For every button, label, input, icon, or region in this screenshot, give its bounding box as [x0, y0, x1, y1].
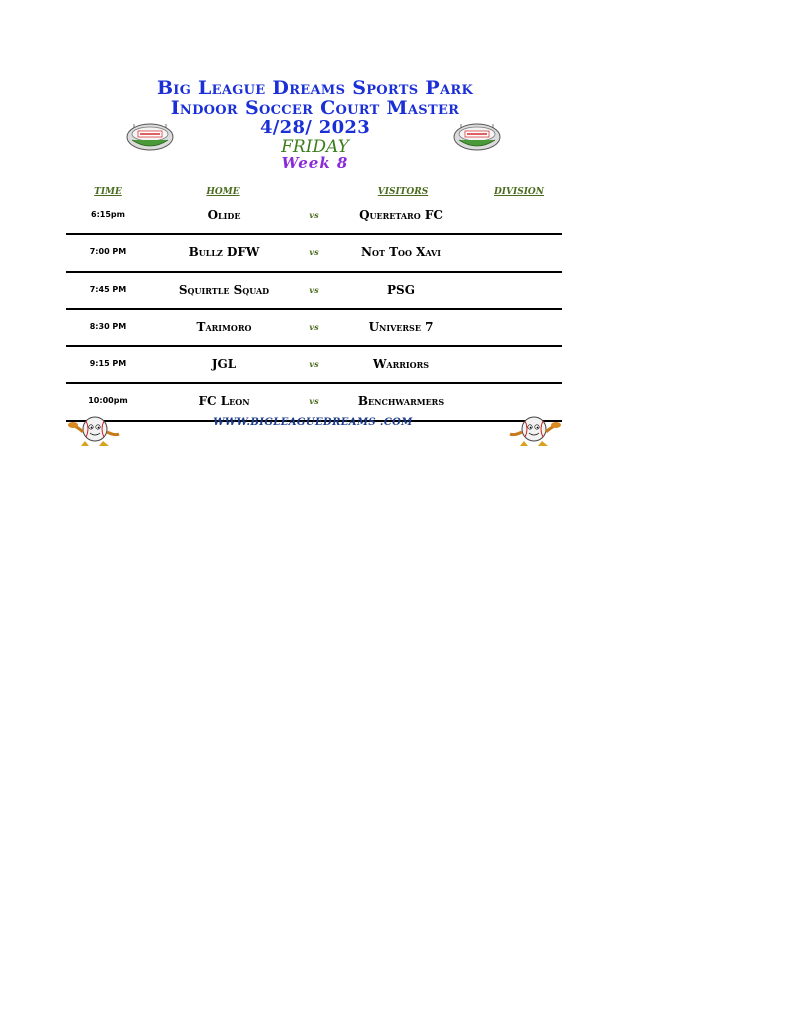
home-team: Tarimoro [196, 319, 252, 334]
game-row [66, 235, 562, 272]
schedule-day: FRIDAY [281, 137, 349, 157]
game-time: 10:00pm [88, 396, 128, 406]
versus-label: vs [309, 247, 319, 258]
home-team: FC Leon [198, 394, 250, 409]
versus-label: vs [309, 210, 319, 220]
versus-label: vs [309, 359, 319, 370]
visiting-team: PSG [387, 282, 415, 297]
website-link[interactable]: WWW.BIGLEAGUEDREAMS .COM [213, 417, 413, 428]
home-team: Squirtle Squad [178, 282, 270, 297]
home-team: JGL [211, 357, 237, 372]
versus-label: vs [309, 321, 319, 332]
column-header-home: HOME [206, 187, 240, 197]
game-time: 7:45 PM [89, 284, 127, 294]
game-row [66, 273, 562, 310]
game-row [66, 198, 562, 235]
stadium-logo-icon [126, 122, 174, 152]
game-time: 8:30 PM [89, 321, 127, 331]
schedule-date: 4/28/ 2023 [259, 117, 371, 138]
versus-label: vs [309, 396, 319, 407]
baseball-mascot-icon [506, 414, 562, 448]
schedule-week: Week 8 [281, 154, 349, 172]
game-time: 7:00 PM [89, 247, 127, 257]
visiting-team: Not Too Xavi [361, 245, 441, 260]
column-header-visitors: VISITORS [377, 187, 429, 197]
home-team: Olide [207, 208, 241, 222]
versus-label: vs [309, 284, 319, 295]
stadium-logo-icon [453, 122, 501, 152]
visiting-team: Benchwarmers [357, 394, 445, 409]
game-time: 9:15 PM [89, 359, 127, 369]
baseball-mascot-icon [67, 414, 123, 448]
column-header-time: TIME [94, 187, 122, 197]
game-row [66, 310, 562, 347]
schedule-table [66, 198, 562, 422]
column-header-division: DIVISION [494, 187, 544, 197]
visiting-team: Warriors [372, 357, 430, 372]
court-title: Indoor Soccer Court Master [170, 97, 460, 119]
visiting-team: Universe 7 [368, 319, 434, 334]
game-time: 6:15pm [91, 210, 125, 219]
game-row [66, 347, 562, 384]
home-team: Bullz DFW [188, 245, 260, 260]
park-title: Big League Dreams Sports Park [156, 77, 474, 99]
visiting-team: Queretaro FC [359, 208, 443, 222]
